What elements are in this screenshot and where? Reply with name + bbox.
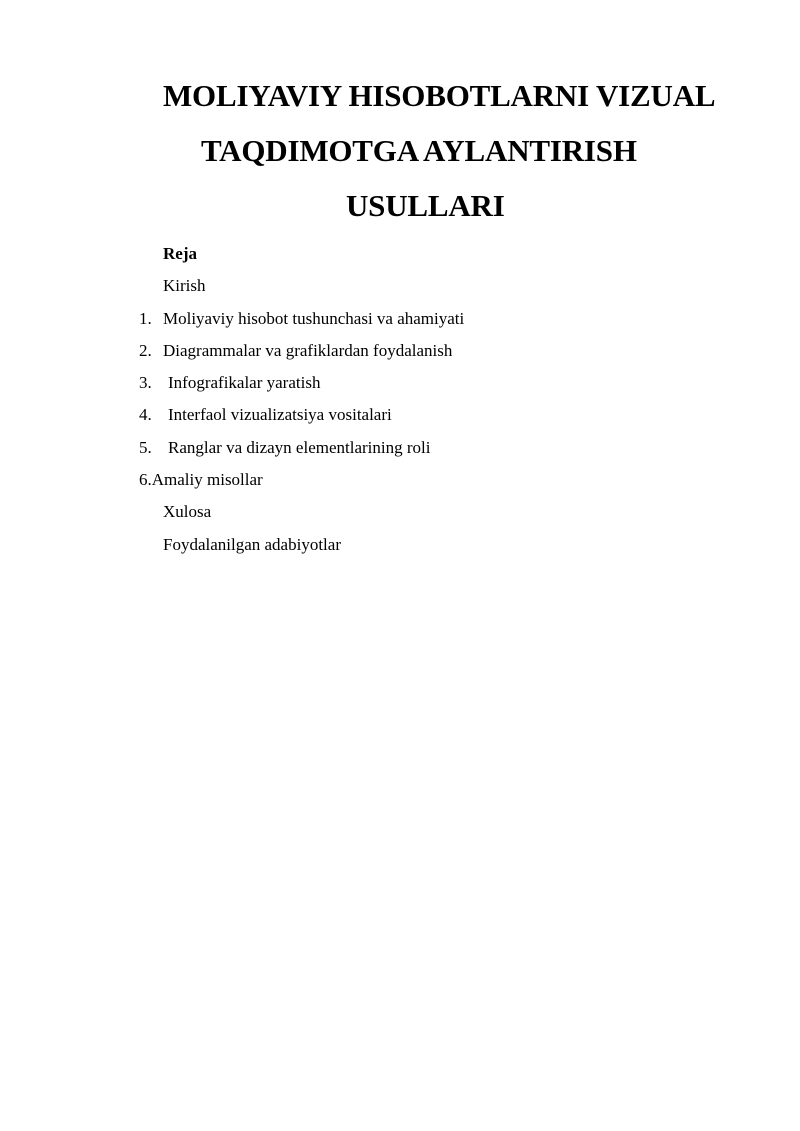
toc-references: Foydalanilgan adabiyotlar: [163, 535, 341, 554]
toc-item-number: 1.: [139, 309, 152, 328]
title-line-3: USULLARI: [346, 188, 505, 223]
toc-item-number: 2.: [139, 341, 152, 360]
toc-item-2: [139, 340, 452, 362]
toc-item-text: Interfaol vizualizatsiya vositalari: [168, 405, 392, 424]
toc-conclusion: Xulosa: [163, 502, 212, 521]
toc-item-number: 6.: [139, 470, 152, 489]
toc-item-number: 4.: [139, 405, 152, 424]
toc-item-text: Ranglar va dizayn elementlarining roli: [168, 438, 431, 457]
toc-item-5: [139, 437, 430, 459]
title-line-2: TAQDIMOTGA AYLANTIRISH: [201, 133, 637, 168]
toc-item-1: [139, 308, 464, 330]
toc-item-6: [139, 469, 263, 491]
toc-item-text: Moliyaviy hisobot tushunchasi va ahamiyati: [163, 309, 465, 328]
toc-item-text: Amaliy misollar: [151, 470, 263, 489]
toc-item-3: [139, 372, 320, 394]
toc-item-number: 5.: [139, 438, 152, 457]
title-line-1: MOLIYAVIY HISOBOTLARNI VIZUAL: [163, 78, 716, 113]
plan-heading: Reja: [163, 244, 197, 263]
toc-item-text: Diagrammalar va grafiklardan foydalanish: [163, 341, 453, 360]
toc-item-4: [139, 404, 392, 426]
toc-intro: Kirish: [163, 276, 206, 295]
toc-item-text: Infografikalar yaratish: [168, 373, 321, 392]
toc-item-number: 3.: [139, 373, 152, 392]
